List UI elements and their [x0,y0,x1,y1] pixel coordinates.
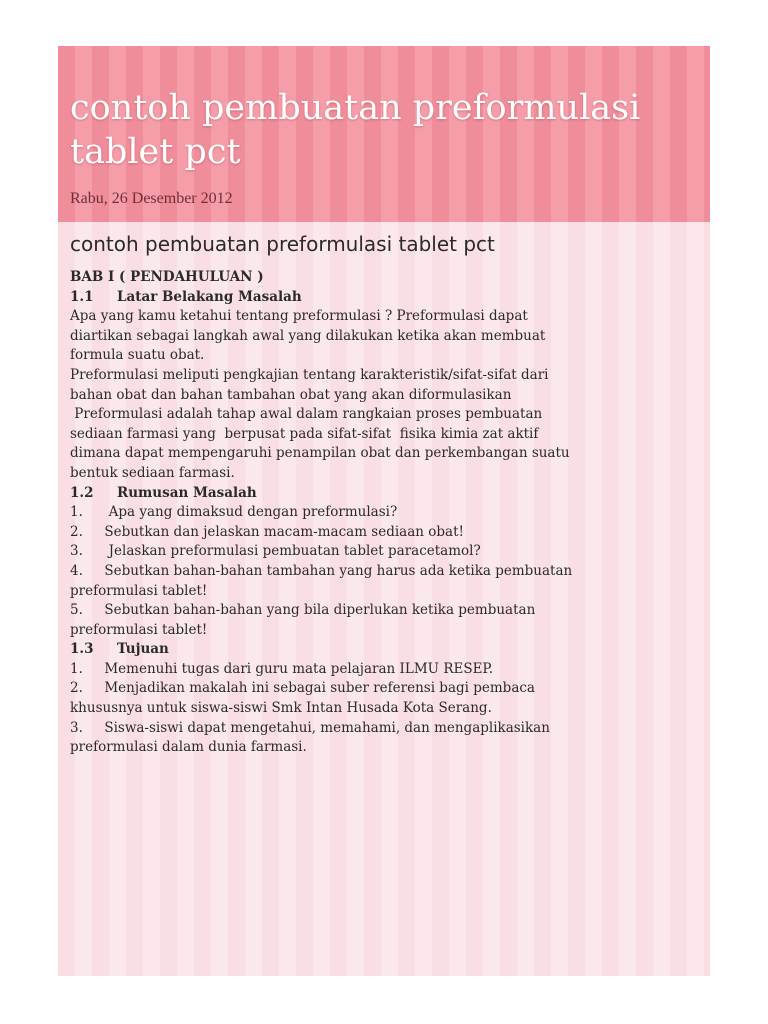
body-text-line: dimana dapat mempengaruhi penampilan obat dan perkembangan suatu [70,445,570,462]
body-text-line: bahan obat dan bahan tambahan obat yang akan diformulasikan [70,386,512,403]
body-text-line: 4. Sebutkan bahan-bahan tambahan yang harus ada ketika pembuatan [70,562,573,579]
document-page [58,46,710,976]
blog-header [58,46,710,222]
body-text-line: Preformulasi meliputi pengkajian tentang karakteristik/sifat-sifat dari [70,366,549,383]
section-heading: 1.2 Rumusan Masalah [70,484,257,501]
body-text-line: Preformulasi adalah tahap awal dalam rangkaian proses pembuatan [70,406,543,423]
post-content [70,230,702,758]
body-text-line: formula suatu obat. [70,347,205,364]
body-text-line: bentuk sediaan farmasi. [70,464,235,481]
body-text-line: preformulasi tablet! [70,582,208,599]
post-body [70,268,702,758]
body-text-line: 2. Sebutkan dan jelaskan macam-macam sediaan obat! [70,523,464,540]
body-text-line: 5. Sebutkan bahan-bahan yang bila diperlukan ketika pembuatan [70,602,536,619]
body-text-line: khususnya untuk siswa-siswi Smk Intan Husada Kota Serang. [70,700,492,717]
body-text-line: sediaan farmasi yang berpusat pada sifat-sifat fisika kimia zat aktif [70,425,539,442]
section-heading: BAB I ( PENDAHULUAN ) [70,269,264,285]
body-text-line: 3. Jelaskan preformulasi pembuatan tablet paracetamol? [70,543,481,560]
body-text-line: diartikan sebagai langkah awal yang dilakukan ketika akan membuat [70,327,546,344]
section-heading: 1.1 Latar Belakang Masalah [70,288,302,305]
post-title[interactable]: contoh pembuatan preformulasi tablet pct [70,232,495,256]
post-date: Rabu, 26 Desember 2012 [70,190,233,207]
section-heading: 1.3 Tujuan [70,641,169,658]
body-text-line: 3. Siswa-siswi dapat mengetahui, memahami, dan mengaplikasikan [70,719,550,736]
body-text-line: 1. Apa yang dimaksud dengan preformulasi? [70,504,398,521]
body-text-line: 1. Memenuhi tugas dari guru mata pelajaran ILMU RESEP. [70,660,494,677]
body-text-line: Apa yang kamu ketahui tentang preformulasi ? Preformulasi dapat [70,308,528,325]
body-text-line: preformulasi dalam dunia farmasi. [70,739,307,756]
blog-title[interactable]: contoh pembuatan preformulasi tablet pct [70,88,641,172]
body-text-line: preformulasi tablet! [70,621,208,638]
body-text-line: 2. Menjadikan makalah ini sebagai suber referensi bagi pembaca [70,680,535,697]
